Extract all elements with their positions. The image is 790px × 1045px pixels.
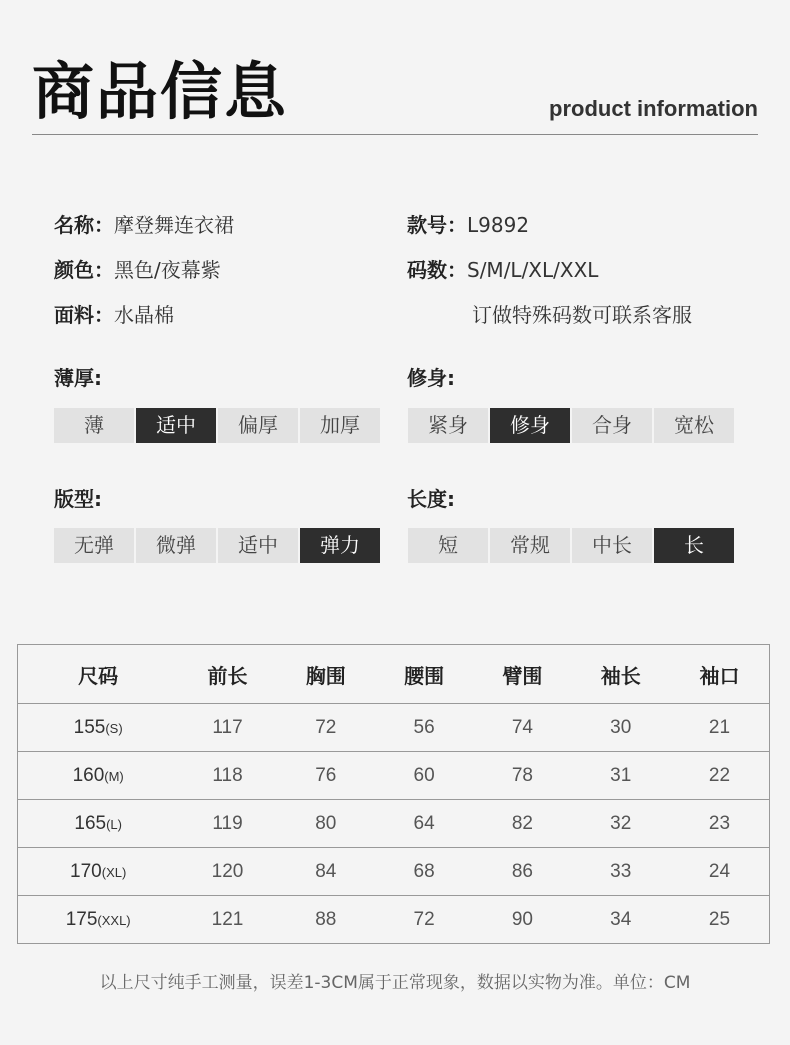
info-fabric-key: 面料： xyxy=(54,303,114,327)
size-value: 160 xyxy=(72,764,105,786)
info-name xyxy=(54,211,234,239)
thickness-option: 薄 xyxy=(54,408,134,443)
table-cell: 88 xyxy=(277,896,375,944)
thickness-options xyxy=(54,408,380,443)
header-divider xyxy=(32,134,758,135)
measurement-footnote: 以上尺寸纯手工测量，误差1-3CM属于正常现象，数据以实物为准。单位：CM xyxy=(99,973,691,993)
table-cell: 82 xyxy=(473,800,571,848)
size-cell xyxy=(18,752,179,800)
info-fabric-value: 水晶棉 xyxy=(114,303,174,327)
thickness-option: 偏厚 xyxy=(218,408,298,443)
table-header-cell: 尺码 xyxy=(18,645,179,704)
info-custom-note: 订做特殊码数可联系客服 xyxy=(472,303,692,327)
table-header-cell: 臂围 xyxy=(473,645,571,704)
length-label: 长度: xyxy=(407,487,455,511)
length-options xyxy=(408,528,734,563)
length-option: 中长 xyxy=(572,528,652,563)
table-cell: 76 xyxy=(277,752,375,800)
info-sizes-key: 码数： xyxy=(407,258,467,282)
table-cell: 60 xyxy=(375,752,473,800)
thickness-option: 适中 xyxy=(136,408,216,443)
table-row xyxy=(18,704,770,752)
info-name-value: 摩登舞连衣裙 xyxy=(114,213,234,237)
size-tag: (L) xyxy=(106,816,122,832)
table-cell: 25 xyxy=(670,896,770,944)
table-cell: 86 xyxy=(473,848,571,896)
size-cell xyxy=(18,800,179,848)
info-sizes xyxy=(407,256,598,284)
table-row xyxy=(18,800,770,848)
table-cell: 80 xyxy=(277,800,375,848)
length-option: 短 xyxy=(408,528,488,563)
info-model xyxy=(407,211,529,239)
stretch-option: 适中 xyxy=(218,528,298,563)
page-title: 商品信息 xyxy=(32,55,289,128)
table-cell: 119 xyxy=(178,800,276,848)
size-tag: (XL) xyxy=(101,864,127,880)
info-sizes-value: S/M/L/XL/XXL xyxy=(467,258,599,282)
info-color xyxy=(54,256,221,284)
fit-option: 宽松 xyxy=(654,408,734,443)
table-cell: 64 xyxy=(375,800,473,848)
size-cell xyxy=(18,848,179,896)
table-cell: 72 xyxy=(375,896,473,944)
fit-label: 修身: xyxy=(407,366,455,390)
table-header-cell: 前长 xyxy=(178,645,276,704)
length-option: 长 xyxy=(654,528,734,563)
fit-option: 合身 xyxy=(572,408,652,443)
table-cell: 118 xyxy=(178,752,276,800)
table-cell: 117 xyxy=(212,716,243,738)
table-cell: 68 xyxy=(375,848,473,896)
size-value: 155 xyxy=(73,716,106,738)
table-cell: 24 xyxy=(670,848,770,896)
page-subtitle: product information xyxy=(549,96,758,121)
info-fabric xyxy=(54,301,174,329)
table-cell: 74 xyxy=(511,716,533,738)
fit-options xyxy=(408,408,734,443)
info-model-key: 款号： xyxy=(407,213,467,237)
table-header-cell: 腰围 xyxy=(375,645,473,704)
table-row xyxy=(18,896,770,944)
table-cell: 56 xyxy=(413,716,435,738)
table-cell: 121 xyxy=(178,896,276,944)
table-header-cell: 袖口 xyxy=(670,645,770,704)
size-value: 165 xyxy=(74,812,107,834)
table-row xyxy=(18,752,770,800)
size-cell xyxy=(18,896,179,944)
table-header-cell: 袖长 xyxy=(572,645,670,704)
info-color-key: 颜色： xyxy=(54,258,114,282)
table-row xyxy=(18,848,770,896)
length-option: 常规 xyxy=(490,528,570,563)
info-color-value: 黑色/夜幕紫 xyxy=(114,258,221,282)
info-name-key: 名称： xyxy=(54,213,114,237)
size-value: 170 xyxy=(70,860,102,882)
table-cell: 90 xyxy=(473,896,571,944)
thickness-label: 薄厚: xyxy=(54,366,102,390)
table-cell: 72 xyxy=(315,716,337,738)
size-value: 175 xyxy=(65,908,98,930)
table-cell: 84 xyxy=(277,848,375,896)
info-model-value: L9892 xyxy=(467,213,530,237)
stretch-option: 弹力 xyxy=(300,528,380,563)
table-cell: 78 xyxy=(473,752,571,800)
table-cell: 120 xyxy=(178,848,276,896)
table-cell: 33 xyxy=(572,848,670,896)
table-cell: 22 xyxy=(670,752,770,800)
size-cell xyxy=(18,704,179,752)
table-cell: 31 xyxy=(572,752,670,800)
size-tag: (S) xyxy=(105,720,123,736)
fit-option: 紧身 xyxy=(408,408,488,443)
stretch-option: 微弹 xyxy=(136,528,216,563)
table-cell: 32 xyxy=(572,800,670,848)
size-tag: (XXL) xyxy=(97,912,131,928)
stretch-options xyxy=(54,528,380,563)
fit-option: 修身 xyxy=(490,408,570,443)
stretch-label: 版型: xyxy=(54,487,102,511)
table-cell: 30 xyxy=(610,716,632,738)
size-table xyxy=(17,644,770,944)
stretch-option: 无弹 xyxy=(54,528,134,563)
size-tag: (M) xyxy=(104,768,124,784)
table-header-cell: 胸围 xyxy=(277,645,375,704)
thickness-option: 加厚 xyxy=(300,408,380,443)
table-header-row xyxy=(18,645,770,704)
table-cell: 23 xyxy=(670,800,770,848)
table-cell: 34 xyxy=(572,896,670,944)
table-cell: 21 xyxy=(708,716,731,738)
